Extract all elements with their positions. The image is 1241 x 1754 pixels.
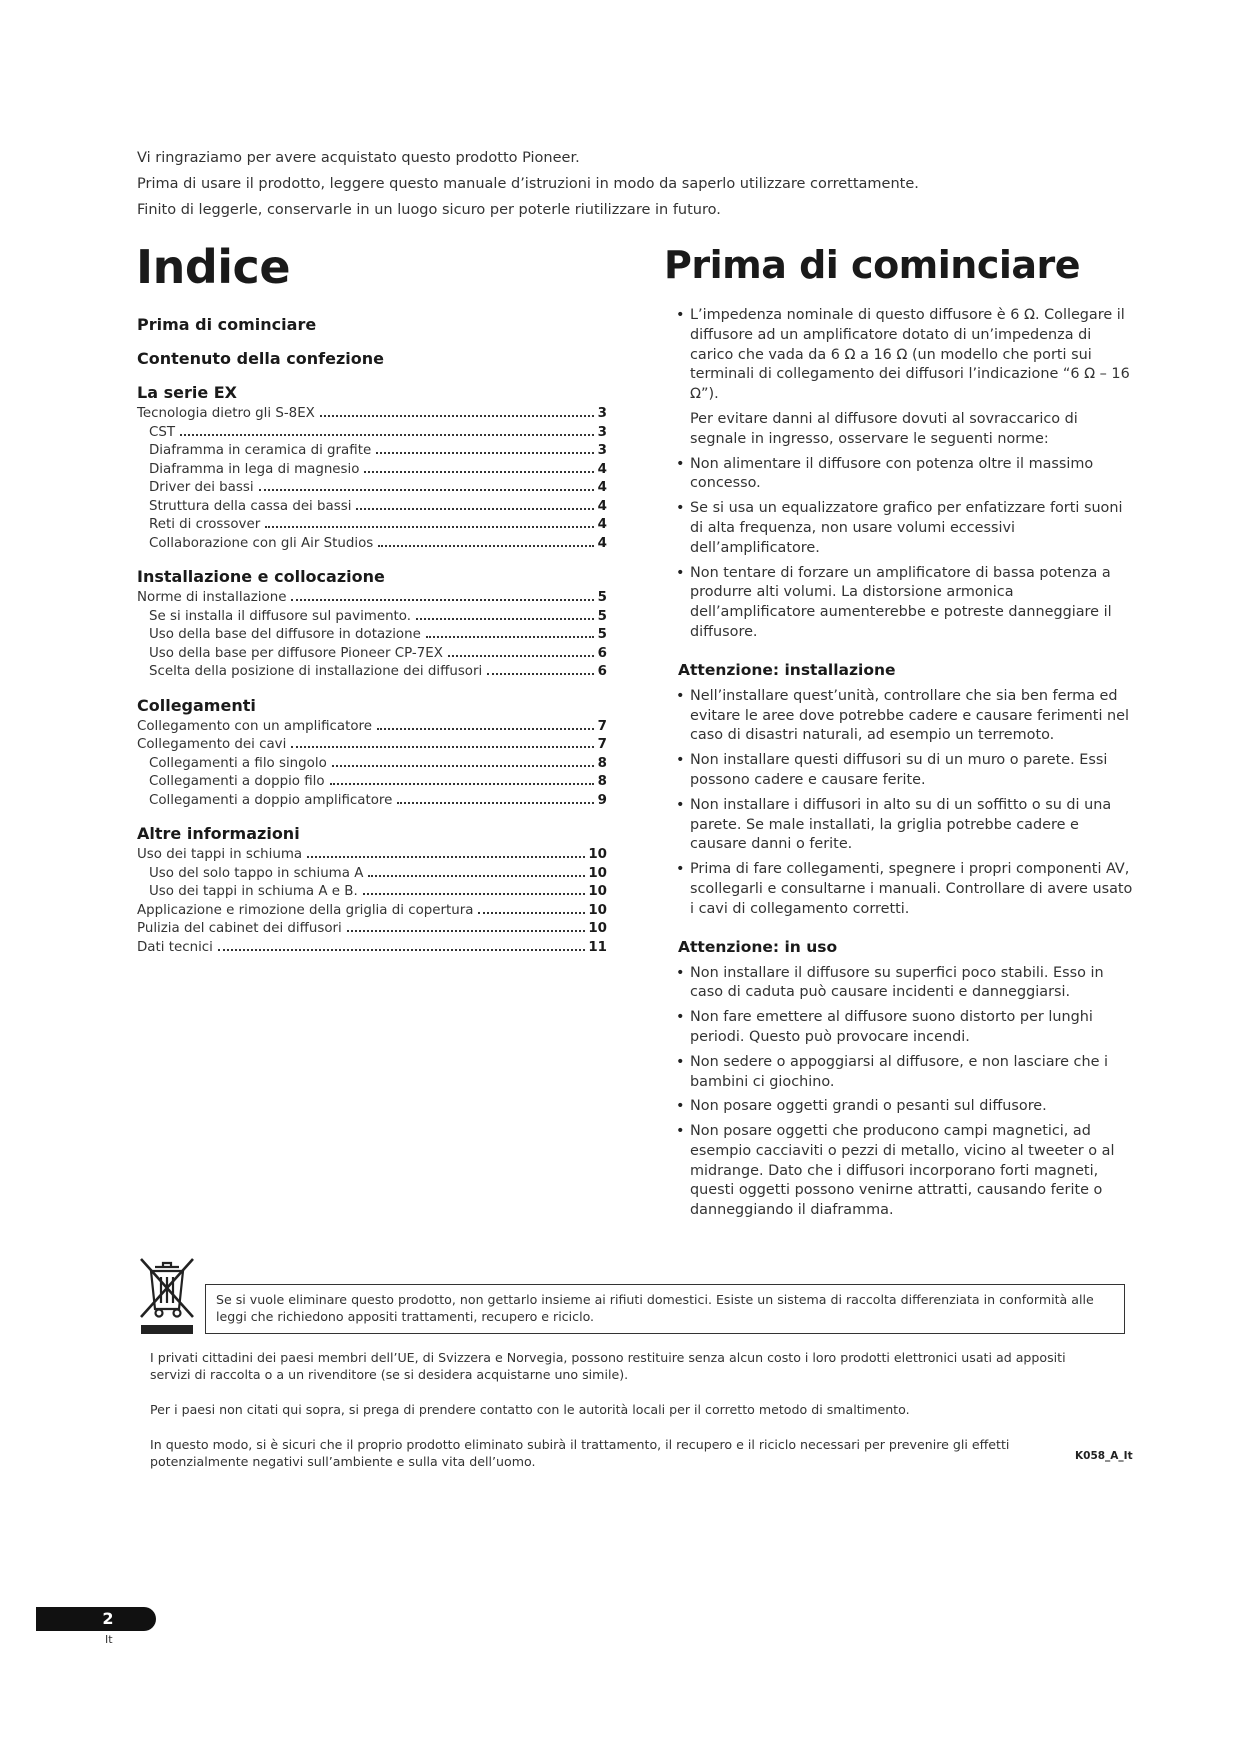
toc-entry-page: 7 <box>597 737 607 752</box>
list-item: • Non posare oggetti grandi o pesanti sul diffusore. <box>676 1097 1136 1117</box>
toc-heading[interactable]: Collegamenti <box>137 695 256 715</box>
leader-dots <box>265 526 594 528</box>
toc-section <box>137 824 607 957</box>
leader-dots <box>397 802 594 804</box>
toc-entry-label: Uso del solo tappo in schiuma A <box>149 865 364 881</box>
leader-dots <box>291 746 594 748</box>
toc-heading[interactable]: Installazione e collocazione <box>137 567 385 586</box>
toc-heading[interactable]: La serie EX <box>137 383 237 402</box>
toc-entry-page: 7 <box>597 718 607 734</box>
document-code: K058_A_It <box>1075 1450 1133 1462</box>
toc-entry-page: 6 <box>597 664 607 679</box>
leader-dots <box>332 765 594 767</box>
leader-dots <box>356 508 594 510</box>
toc-entry-page: 5 <box>597 627 607 642</box>
toc-entry-label: Diaframma in ceramica di grafite <box>149 443 372 458</box>
list-item: • Non installare i diffusori in alto su di un soffitto o su di una parete. Se male installati, la griglia potrebbe cadere e causare danni o ferite. <box>676 796 1136 855</box>
toc-entry-label: Driver dei bassi <box>149 480 254 495</box>
toc-entry-label: Collegamenti a doppio amplificatore <box>149 792 393 808</box>
toc-entry-label: Struttura della cassa dei bassi <box>149 498 352 514</box>
toc-entry-page: 5 <box>597 608 607 624</box>
installation-warning-list <box>676 687 1136 920</box>
leader-dots <box>320 415 594 417</box>
toc-heading[interactable]: Contenuto della confezione <box>137 349 384 368</box>
toc-entry[interactable] <box>137 939 607 958</box>
toc-entry[interactable] <box>137 773 607 792</box>
leader-dots <box>368 875 585 877</box>
toc-entry-page: 3 <box>597 406 607 421</box>
toc-entry-page: 3 <box>597 424 607 440</box>
leader-dots <box>363 893 586 895</box>
toc-entry-page: 11 <box>588 939 607 955</box>
toc-entry[interactable] <box>137 461 607 480</box>
toc-sections <box>137 383 607 957</box>
toc-heading[interactable]: Altre informazioni <box>137 824 300 843</box>
leader-dots <box>180 434 594 436</box>
intro-line: Vi ringraziamo per avere acquistato questo prodotto Pioneer. <box>137 150 580 166</box>
toc-entry-label: Uso della base per diffusore Pioneer CP-7EX <box>149 645 443 661</box>
list-item: • Non sedere o appoggiarsi al diffusore, e non lasciare che i bambini ci giochino. <box>676 1053 1136 1093</box>
recycling-paragraph: Per i paesi non citati qui sopra, si prega di prendere contatto con le autorità locali per il corretto metodo di smaltimento. <box>150 1402 910 1417</box>
list-item: • Non alimentare il diffusore con potenza oltre il massimo concesso. <box>676 455 1136 495</box>
intro-line: Prima di usare il prodotto, leggere questo manuale d’istruzioni in modo da saperlo utilizzare correttamente. <box>137 176 919 192</box>
toc-entry-label: Collegamenti a filo singolo <box>149 755 327 771</box>
list-item: • Non posare oggetti che producono campi magnetici, ad esempio cacciaviti o pezzi di metallo, vicino al tweeter o al midrange. Dato che i diffusori incorporano forti magneti, questi oggetti possono venirne attratti, causando ferite o danneggiando il diaframma. <box>676 1122 1136 1221</box>
toc-section <box>137 383 607 553</box>
toc-entry-page: 10 <box>588 902 607 918</box>
toc-section <box>137 696 607 811</box>
toc-entry[interactable] <box>137 589 607 608</box>
toc-entry-label: Collegamento con un amplificatore <box>137 718 373 734</box>
leader-dots <box>376 452 594 454</box>
intro-line: Finito di leggerle, conservarle in un luogo sicuro per poterle riutilizzare in futuro. <box>137 202 721 218</box>
leader-dots <box>416 618 594 620</box>
intro-text <box>137 145 1037 223</box>
leader-dots <box>347 930 586 932</box>
toc-entry-label: Tecnologia dietro gli S-8EX <box>137 406 315 421</box>
toc-entry-page: 8 <box>597 774 607 789</box>
toc-entry-label: Diaframma in lega di magnesio <box>149 461 360 477</box>
toc-entry[interactable] <box>137 608 607 627</box>
toc-entry[interactable] <box>137 792 607 811</box>
recycling-boxed-text: Se si vuole eliminare questo prodotto, non gettarlo insieme ai rifiuti domestici. Esiste un sistema di raccolta differenziata in conformità alle leggi che richiedono appositi trattamenti, recupero e riciclo. <box>205 1284 1125 1334</box>
toc-entry-label: Uso dei tappi in schiuma A e B. <box>149 884 358 899</box>
list-item: • Non tentare di forzare un amplificatore di bassa potenza a produrre alti volumi. La distorsione armonica dell’amplificatore aumenterebbe e potreste danneggiare il diffusore. <box>676 564 1136 643</box>
leader-dots <box>330 783 594 785</box>
toc-entry[interactable] <box>137 718 607 737</box>
toc-heading[interactable]: Prima di cominciare <box>137 315 317 334</box>
toc-entry[interactable] <box>137 736 607 755</box>
leader-dots <box>487 673 594 675</box>
toc-entry[interactable] <box>137 405 607 424</box>
recycling-paragraphs <box>150 1349 1070 1488</box>
leader-dots <box>364 471 594 473</box>
toc-entry-page: 5 <box>597 590 607 605</box>
list-item: • L’impedenza nominale di questo diffusore è 6 Ω. Collegare il diffusore ad un amplificatore dotato di un’impedenza di carico che vada da 6 Ω a 16 Ω (un modello che porti sui terminali di collegamento dei diffusori l’indicazione “6 Ω – 16 Ω”). <box>676 306 1136 405</box>
toc-entry-page: 10 <box>588 847 607 862</box>
leader-dots <box>259 489 594 491</box>
toc-entry-label: Norme di installazione <box>137 590 287 605</box>
leader-dots <box>307 856 585 858</box>
toc-entry-label: Uso della base del diffusore in dotazione <box>149 627 421 642</box>
toc-entry-page: 4 <box>597 498 607 514</box>
toc-entry-label: Collegamenti a doppio filo <box>149 774 325 789</box>
toc-title: Indice <box>136 240 291 294</box>
list-item: • Non installare il diffusore su superfici poco stabili. Esso in caso di caduta può causare incidenti e danneggiarsi. <box>676 964 1136 1004</box>
precautions-column <box>676 306 1136 1226</box>
toc-entry-page: 10 <box>588 884 607 899</box>
toc-entry[interactable] <box>137 846 607 865</box>
usage-warning-list <box>676 964 1136 1222</box>
toc-entry[interactable] <box>137 902 607 921</box>
toc-entry-label: Dati tecnici <box>137 939 213 955</box>
leader-dots <box>378 545 594 547</box>
toc-entry[interactable] <box>137 442 607 461</box>
page-number-tab <box>36 1607 156 1631</box>
toc-entry-page: 3 <box>597 443 607 458</box>
toc-entry[interactable] <box>137 626 607 645</box>
leader-dots <box>426 636 594 638</box>
leader-dots <box>448 655 594 657</box>
toc-entry[interactable] <box>137 479 607 498</box>
toc-entry-page: 6 <box>597 645 607 661</box>
toc-entry-page: 4 <box>597 517 607 532</box>
list-item: • Nell’installare quest’unità, controllare che sia ben ferma ed evitare le aree dove potrebbe cadere e causare ferimenti nel caso di disastri naturali, ad esempio un terremoto. <box>676 687 1136 746</box>
toc-entry-page: 10 <box>588 921 607 936</box>
toc-entry[interactable] <box>137 535 607 554</box>
toc-entry-page: 4 <box>597 480 607 495</box>
leader-dots <box>291 599 594 601</box>
leader-dots <box>377 728 594 730</box>
impedance-list <box>676 306 1136 405</box>
list-item: • Prima di fare collegamenti, spegnere i propri componenti AV, scollegarli e consultarne i manuali. Controllare di avere usato i cavi di collegamento corretti. <box>676 860 1136 919</box>
toc-entry-label: Collaborazione con gli Air Studios <box>149 535 374 551</box>
recycling-paragraph: I privati cittadini dei paesi membri dell’UE, di Svizzera e Norvegia, possono restituire senza alcun costo i loro prodotti elettronici usati ad appositi servizi di raccolta o a un rivenditore (se si desidera acquistarne uno simile). <box>150 1350 1066 1382</box>
toc-entry[interactable] <box>137 920 607 939</box>
section-title: Prima di cominciare <box>664 243 1081 287</box>
list-item: • Se si usa un equalizzatore grafico per enfatizzare forti suoni di alta frequenza, non usare volumi eccessivi dell’amplificatore. <box>676 499 1136 558</box>
toc-entry[interactable] <box>137 645 607 664</box>
toc-entry[interactable] <box>137 865 607 884</box>
toc-entry-page: 8 <box>597 755 607 771</box>
toc-entry-page: 4 <box>597 461 607 477</box>
toc-entry-page: 9 <box>597 792 607 808</box>
leader-dots <box>218 949 585 951</box>
toc-entry[interactable] <box>137 516 607 535</box>
toc-entry-page: 4 <box>597 535 607 551</box>
crossed-out-wheelie-bin-icon <box>137 1255 197 1337</box>
recycling-paragraph: In questo modo, si è sicuri che il proprio prodotto eliminato subirà il trattamento, il recupero e il riciclo necessari per prevenire gli effetti potenzialmente negativi sull’ambiente e sulla vita dell’uomo. <box>150 1437 1010 1469</box>
toc-entry[interactable] <box>137 883 607 902</box>
usage-warning-heading: Attenzione: in uso <box>678 937 838 956</box>
table-of-contents <box>137 315 607 971</box>
list-item: • Non installare questi diffusori su di un muro o parete. Essi possono cadere e causare ferite. <box>676 751 1136 791</box>
toc-entry[interactable] <box>137 663 607 682</box>
toc-entry-label: Uso dei tappi in schiuma <box>137 847 303 862</box>
toc-entry-page: 10 <box>588 865 607 881</box>
page-language: It <box>105 1633 113 1646</box>
toc-entry-label: Collegamento dei cavi <box>137 737 287 752</box>
toc-entry-label: Se si installa il diffusore sul pavimento. <box>149 608 412 624</box>
installation-warning-heading: Attenzione: installazione <box>678 660 896 679</box>
overload-list <box>676 455 1136 643</box>
toc-entry-label: Reti di crossover <box>149 517 261 532</box>
page-number: 2 <box>102 1609 114 1628</box>
toc-entry-label: Pulizia del cabinet dei diffusori <box>137 921 342 936</box>
toc-entry-label: CST <box>149 424 176 440</box>
list-item: • Non fare emettere al diffusore suono distorto per lunghi periodi. Questo può provocare incendi. <box>676 1008 1136 1048</box>
toc-entry[interactable] <box>137 424 607 443</box>
leader-dots <box>478 912 585 914</box>
toc-entry[interactable] <box>137 755 607 774</box>
toc-entry-label: Applicazione e rimozione della griglia di copertura <box>137 902 474 918</box>
overload-intro: Per evitare danni al diffusore dovuti al sovraccarico di segnale in ingresso, osservare le seguenti norme: <box>690 410 1078 447</box>
toc-entry-label: Scelta della posizione di installazione dei diffusori <box>149 664 483 679</box>
toc-entry[interactable] <box>137 498 607 517</box>
toc-section <box>137 567 607 682</box>
